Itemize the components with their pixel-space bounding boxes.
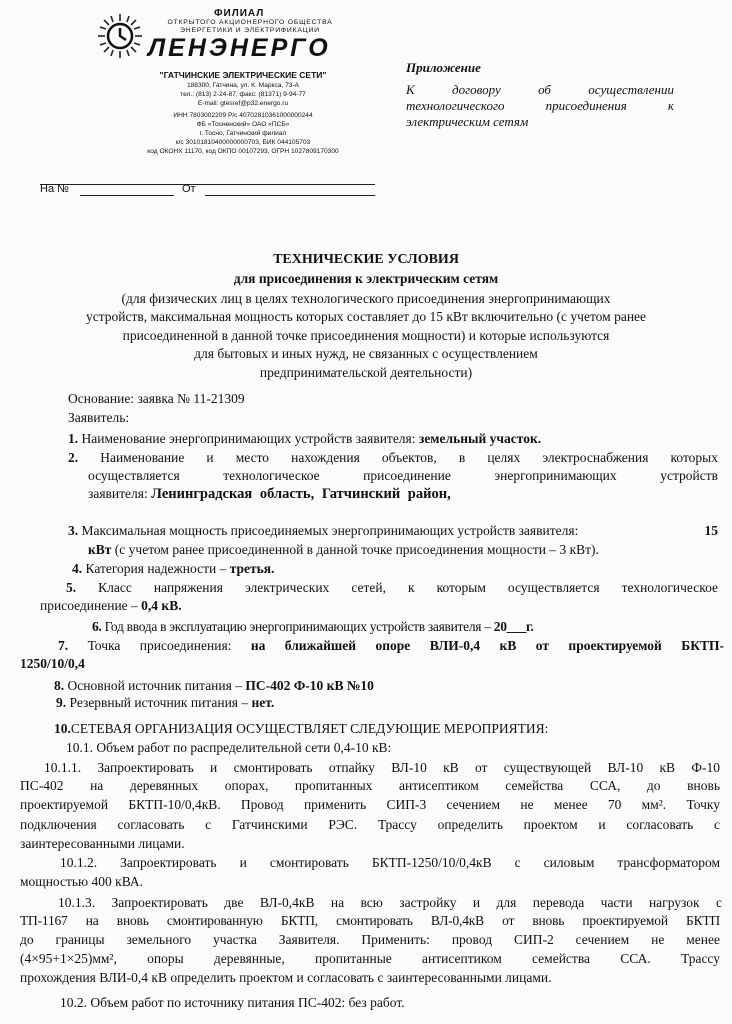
section-10-1-2-line1: 10.1.2. Запроектировать и смонтировать БКТП-1250/10/0,4кВ с силовым трансформатором: [60, 855, 720, 870]
item-1-number: 1.: [68, 431, 79, 446]
item-7-line1: [58, 638, 724, 654]
item-7-value: на ближайшей опоре ВЛИ-0,4 кВ от проектируемой БКТП-: [250, 638, 724, 653]
item-8-number: 8.: [54, 678, 65, 693]
item-7-line2: [20, 656, 85, 672]
section-10-1-1-line2: ПС-402 на деревянных опорах, пропитанных антисептиком семейства ССА, до вновь: [20, 778, 720, 793]
letterhead-bank: ФБ «Тосненский» ОАО «ПСБ»: [196, 121, 290, 128]
item-4: [72, 561, 274, 577]
item-3-text: Максимальная мощность присоединяемых энергопринимающих устройств заявителя:: [81, 523, 579, 538]
appendix-text: [406, 82, 674, 114]
lenenergo-logo-icon: [96, 12, 144, 60]
item-9-value: нет.: [251, 695, 275, 710]
letterhead-bank-city: г. Тосно, Гатчинский филиал: [199, 130, 287, 137]
item-1: [68, 431, 541, 447]
item-7-label: Точка присоединения:: [87, 638, 232, 653]
appendix-text-line1: К договору об осуществлении: [406, 82, 674, 97]
letterhead-org-line2: ЭНЕРГЕТИКИ И ЭЛЕКТРИФИКАЦИИ: [180, 27, 320, 34]
section-10-1: 10.1. Объем работ по распределительной сети 0,4-10 кВ:: [66, 740, 392, 755]
item-8-value: ПС-402 Ф-10 кВ №10: [245, 678, 374, 693]
document-description-line2: устройств, максимальная мощность которых составляет до 15 кВт включительно (с учетом ранее: [85, 309, 647, 324]
registration-date-field[interactable]: [205, 195, 375, 196]
letterhead-brand: ЛЕНЭНЕРГО: [148, 34, 331, 62]
item-5-text: Класс напряжения электрических сетей, к которым осуществляется технологическое: [98, 580, 718, 595]
item-2-line2: осуществляется технологическое присоединение энергопринимающих устройств: [88, 468, 718, 483]
letterhead-email: E-mail: gtesref@p32.energo.ru: [197, 100, 289, 107]
section-10-1-3-line2: ТП-1167 на вновь смонтированную БКТП, смонтировать ВЛ-0,4кВ от вновь проектируемой БКТП: [20, 913, 720, 928]
item-5-line2: [40, 598, 182, 614]
item-5-label: присоединение –: [40, 598, 138, 613]
item-4-value: третья.: [229, 561, 275, 576]
section-10-heading: [54, 721, 548, 737]
document-description-line3: присоединенной в данной точке присоединения мощности) и которые используются: [122, 328, 610, 343]
item-6-number: 6.: [92, 619, 102, 634]
item-7-number: 7.: [58, 638, 69, 653]
letterhead-inn: ИНН 7803002209 Р/с 40702810361000000244: [173, 112, 313, 119]
item-6-value: 20___г.: [493, 619, 534, 634]
registration-number-field[interactable]: [80, 195, 174, 196]
letterhead-org-line1: ОТКРЫТОГО АКЦИОНЕРНОГО ОБЩЕСТВА: [167, 19, 333, 26]
item-3-line2: [88, 542, 599, 558]
letterhead-branch-name: "ГАТЧИНСКИЕ ЭЛЕКТРИЧЕСКИЕ СЕТИ": [159, 70, 327, 80]
item-2-number: 2.: [68, 450, 79, 465]
document-description-line4: для бытовых и иных нужд, не связанных с осуществлением: [194, 346, 538, 361]
document-subtitle: для присоединения к электрическим сетям: [233, 271, 499, 286]
item-7-value-cont: 1250/10/0,4: [20, 656, 85, 671]
letterhead-ks: к/с 30101810400000000703, БИК 044105703: [175, 139, 311, 146]
item-3-note: (с учетом ранее присоединенной в данной точке присоединения мощности – 3 кВт).: [114, 542, 599, 557]
appendix-text-line3: электрическим сетям: [406, 114, 529, 129]
document-description-line5: предпринимательской деятельности): [259, 365, 473, 380]
item-2-line1: [68, 450, 718, 466]
item-2-value: Ленинградская область, Гатчинский район,: [151, 486, 451, 502]
item-5-number: 5.: [66, 580, 77, 595]
applicant-label: Заявитель:: [68, 410, 130, 425]
section-10-1-1-line1: 10.1.1. Запроектировать и смонтировать отпайку ВЛ-10 кВ от существующей ВЛ-10 кВ Ф-10: [44, 760, 720, 775]
item-8: [54, 678, 374, 694]
registration-top-rule: [40, 184, 375, 185]
item-3-number: 3.: [68, 523, 79, 538]
item-6: [92, 619, 533, 635]
document-title: ТЕХНИЧЕСКИЕ УСЛОВИЯ: [273, 252, 459, 267]
item-9: [56, 695, 274, 711]
item-3-unit: кВт: [88, 542, 112, 557]
item-1-label: Наименование энергопринимающих устройств заявителя:: [81, 431, 416, 446]
letterhead-phone: тел.: (813) 2-24-87, факс: (81371) 9-94-77: [180, 91, 306, 98]
letterhead-address: 188300, Гатчина, ул. К. Маркса, 73-А: [186, 82, 300, 89]
section-10-2: 10.2. Объем работ по источнику питания ПС-402: без работ.: [60, 995, 405, 1010]
item-5-line1: [66, 580, 718, 596]
letterhead-codes: код ОКОНХ 11170, код ОКПО 00107293, ОГРН 1027809170300: [147, 148, 339, 155]
section-10-1-1-line5: заинтересованными лицами.: [20, 836, 185, 851]
section-10-number: 10.: [54, 721, 71, 736]
letterhead-filial: ФИЛИАЛ: [214, 8, 265, 19]
item-9-number: 9.: [56, 695, 67, 710]
registration-date-label: От: [182, 183, 196, 195]
section-10-1-3-line4: (4×95+1×25)мм², опоры деревянные, пропитанные антисептиком семейства ССА. Трассу: [20, 951, 720, 966]
section-10-1-2-line2: мощностью 400 кВА.: [20, 874, 143, 889]
item-3-value: 15: [704, 523, 718, 538]
section-10-1-3-line5: прохождения ВЛИ-0,4 кВ определить проектом и согласовать с заинтересованными лицами.: [20, 970, 552, 985]
item-2-label: заявителя:: [88, 486, 148, 501]
item-8-label: Основной источник питания –: [67, 678, 242, 693]
item-2-text-line1: Наименование и место нахождения объектов, в целях электроснабжения которых: [100, 450, 718, 465]
section-10-1-3-line3: до границы земельного участка Заявителя. Применить: провод СИП-2 сечением не менее: [20, 932, 720, 947]
section-10-1-3-line1: 10.1.3. Запроектировать две ВЛ-0,4кВ на всю застройку и для перевода части нагрузок с: [58, 895, 722, 910]
item-4-label: Категория надежности –: [85, 561, 227, 576]
section-10-1-1-line4: подключения согласовать с Гатчинскими РЭС. Трассу определить проектом и согласовать с: [20, 817, 720, 832]
item-3-line1: [68, 523, 718, 539]
appendix-title: Приложение: [406, 60, 481, 75]
item-4-number: 4.: [72, 561, 83, 576]
appendix-text-line2: технологического присоединения к: [406, 98, 674, 113]
section-10-title: СЕТЕВАЯ ОРГАНИЗАЦИЯ ОСУЩЕСТВЛЯЕТ СЛЕДУЮЩИЕ МЕРОПРИЯТИЯ:: [70, 721, 549, 736]
document-description-line1: (для физических лиц в целях технологического присоединения энергопринимающих: [121, 291, 611, 306]
item-2-line3: [88, 486, 451, 503]
section-10-1-1-line3: проектируемой БКТП-10/0,4кВ. Провод применить СИП-3 сечением не менее 70 мм². Точку: [20, 797, 720, 812]
registration-number-label: На №: [40, 183, 69, 195]
basis-text: Основание: заявка № 11-21309: [68, 391, 245, 406]
item-6-label: Год ввода в эксплуатацию энергопринимающих устройств заявителя –: [104, 619, 491, 634]
item-1-value: земельный участок.: [418, 431, 542, 446]
item-5-value: 0,4 кВ.: [141, 598, 182, 613]
item-9-label: Резервный источник питания –: [69, 695, 249, 710]
